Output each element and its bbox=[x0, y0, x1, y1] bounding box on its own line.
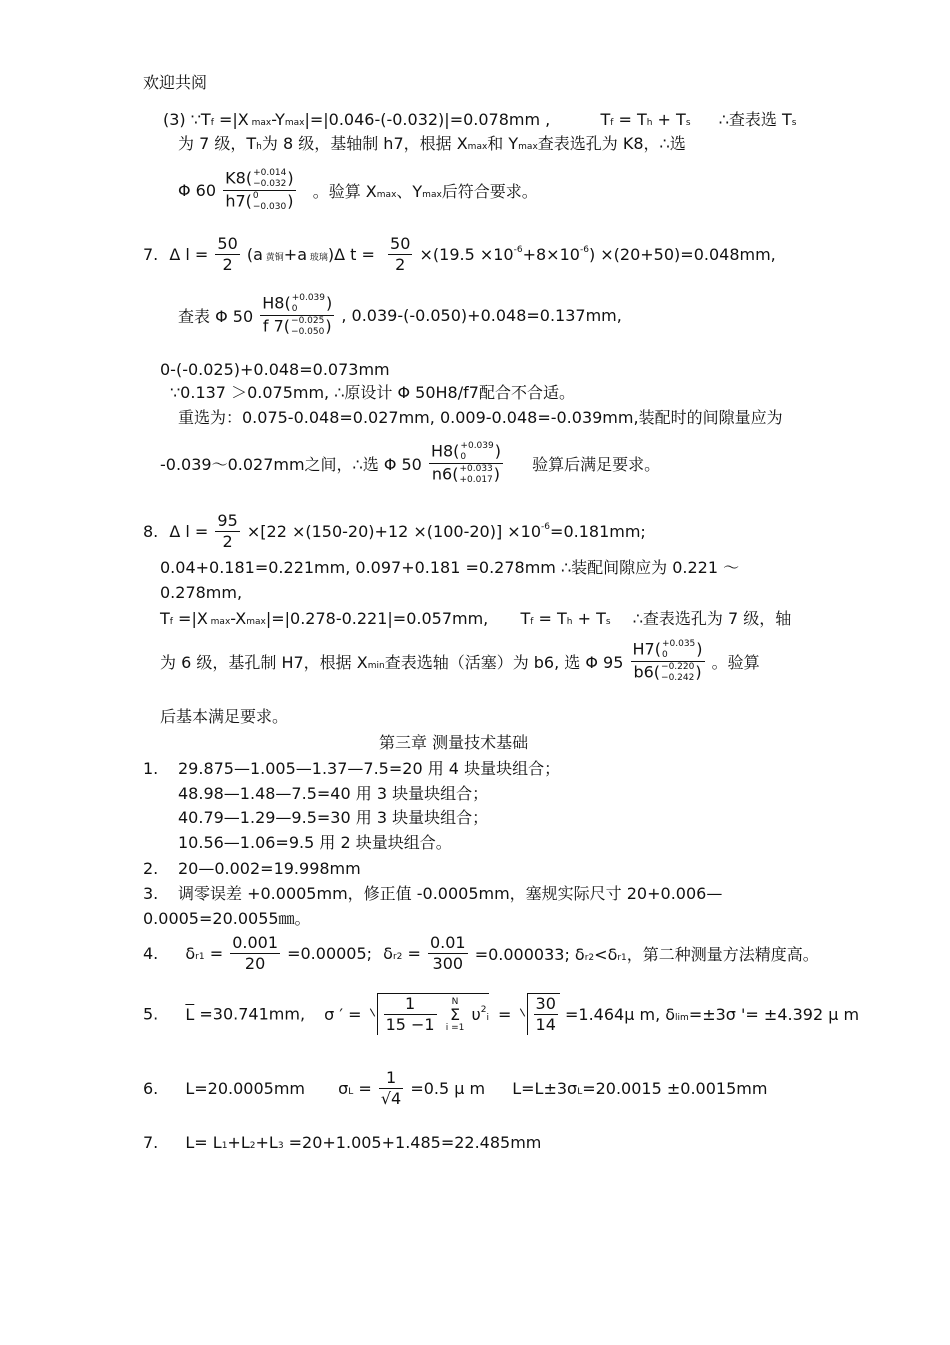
c6-line: 6. L=20.0005mm σL = $\frac{1}{√4}$ =0.5 μ m L=L±3σL=20.0015 ±0.0015mm bbox=[143, 1068, 768, 1108]
sqrt-expression: $\frac{1}{15 -1}$ N Σ i =1 $\upsilon^2i$ bbox=[377, 993, 489, 1035]
fit-fraction-h8-n6: H8( +0.039 0 ) n6( +0.033 +0.017 ) bbox=[430, 441, 501, 485]
p8-line5: 为 6 级，基孔制 H7，根据 Xmin查表选轴（活塞）为 b6, 选 Φ 95 H7( +0.035 0 ) b6( −0.220 −0.242 ) 。验算 bbox=[160, 639, 760, 683]
p7-line1: 7. Δ l = $\frac{50}{2}$ (a 黄铜+a 玻璃)Δ t = $\frac{50}{2}$ $\times(19.5 \times 10^{-6}+8\times 10^{-6}) \times(20+50)=0.048mm$, bbox=[143, 234, 776, 274]
p7-line5: 重选为：0.075-0.048=0.027mm, 0.009-0.048=-0.039mm,装配时的间隙量应为 bbox=[178, 408, 783, 427]
c5-line: 5. $\overline{L} =30.741mm$, σ ′ = $\frac{1}{15 -1}$ N Σ i =1 $\upsilon^2i$ = $\frac{30}{14}$ =1.464μ m, δlim=±3σ '= ±4.392 μ m bbox=[143, 994, 860, 1034]
fit-fraction-h7-b6: H7( +0.035 0 ) b6( −0.220 −0.242 ) bbox=[632, 639, 703, 683]
c4-line: 4. δr1 = $\frac{0.001}{20}$ =0.00005; δr2 = $\frac{0.01}{300}$ =0.000033; δr2<δr1，第二种测量方法精度高。 bbox=[143, 933, 819, 973]
c1-line4: 10.56—1.06=9.5 用 2 块量块组合。 bbox=[178, 833, 452, 852]
c1-label: 1. bbox=[143, 759, 159, 778]
c3-label: 3. bbox=[143, 884, 159, 903]
fit-fraction-h8-f7: H8( +0.039 0 ) f 7( −0.025 −0.050 ) bbox=[262, 293, 333, 337]
c7-line: 7. L= L1+L2+L3 =20+1.005+1.485=22.485mm bbox=[143, 1133, 542, 1152]
fit-fraction-k8-h7: K8( +0.014 −0.032 ) h7( 0 −0.030 ) bbox=[225, 168, 294, 212]
p8-line6: 后基本满足要求。 bbox=[160, 707, 289, 726]
p8-line4: Tf =|X max-Xmax|=|0.278-0.221|=0.057mm, Tf = Th + Ts ∴查表选孔为 7 级，轴 bbox=[160, 609, 792, 628]
p8-line2: 0.04+0.181=0.221mm, 0.097+0.181 =0.278mm ∴装配间隙应为 0.221 ～ bbox=[160, 558, 740, 577]
c3-text: 调零误差 +0.0005mm，修正值 -0.0005mm，塞规实际尺寸 20+0.006— bbox=[178, 884, 723, 903]
c1-line1: 29.875—1.005—1.37—7.5=20 用 4 块量块组合； bbox=[178, 759, 561, 778]
p3-fit-line: Φ 60 K8( +0.014 −0.032 ) h7( 0 −0.030 ) 。验算 Xmax、Ymax后符合要求。 bbox=[178, 168, 538, 212]
p8-line1: 8. Δ l = $\frac{95}{2}$ $\times[22 \times(150-20)+12 \times(100-20)] \times 10^{-6}=0.181mm$; bbox=[143, 511, 646, 551]
p7-lookup-line: 查表 Φ 50 H8( +0.039 0 ) f 7( −0.025 −0.050 ) , 0.039-(-0.050)+0.048=0.137mm, bbox=[178, 293, 622, 337]
sqrt-30-14: $\frac{30}{14}$ bbox=[527, 993, 560, 1035]
c1-line2: 48.98—1.48—7.5=40 用 3 块量块组合； bbox=[178, 784, 489, 803]
chapter-title: 第三章 测量技术基础 bbox=[379, 733, 529, 752]
p3-line2: 为 7 级，Th为 8 级，基轴制 h7，根据 Xmax和 Ymax查表选孔为 K8，∴选 bbox=[178, 134, 686, 153]
p7-line4: ∵0.137 ＞0.075mm, ∴原设计 Φ 50H8/f7配合不合适。 bbox=[170, 383, 575, 402]
p8-line3: 0.278mm, bbox=[160, 583, 243, 602]
p3-line1: (3) ∵Tf =|X max-Ymax|=|0.046-(-0.032)|=0.078mm , Tf = Th + Ts ∴查表选 Ts bbox=[163, 110, 797, 129]
page-header: 欢迎共阅 bbox=[143, 73, 208, 92]
p7-line3: 0-(-0.025)+0.048=0.073mm bbox=[160, 360, 390, 379]
c3-text2: 0.0005=20.0055㎜。 bbox=[143, 909, 311, 928]
c2-label: 2. bbox=[143, 859, 159, 878]
p7-line6: -0.039～0.027mm之间，∴选 Φ 50 H8( +0.039 0 ) n6( +0.033 +0.017 ) 验算后满足要求。 bbox=[160, 441, 661, 485]
c2-text: 20—0.002=19.998mm bbox=[178, 859, 361, 878]
c1-line3: 40.79—1.29—9.5=30 用 3 块量块组合； bbox=[178, 808, 489, 827]
